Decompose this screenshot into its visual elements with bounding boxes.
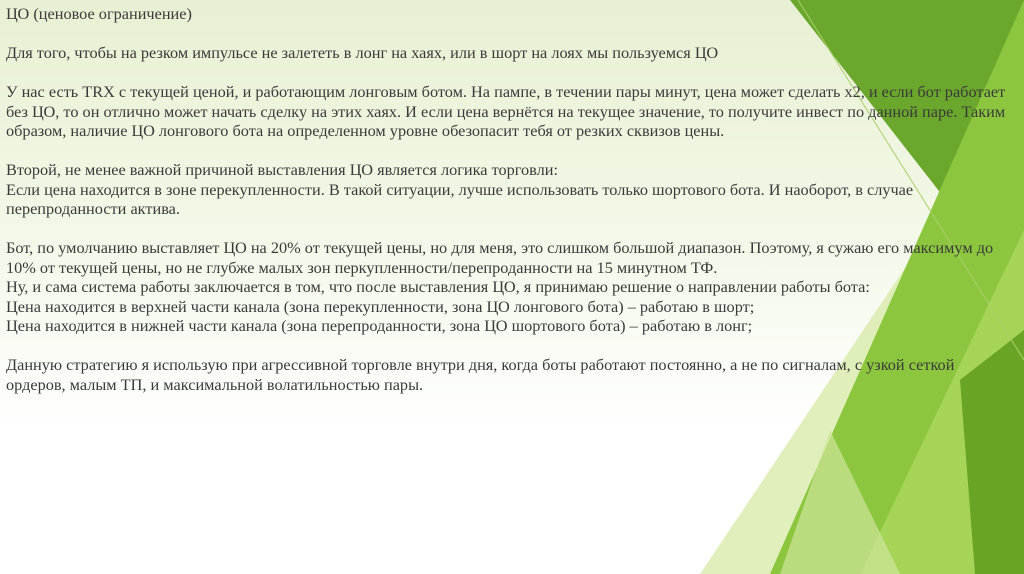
paragraph-second-reason: Второй, не менее важной причиной выставления ЦО является логика торговли: xyxy=(6,160,559,179)
slide-title: ЦО (ценовое ограничение) xyxy=(6,4,192,23)
paragraph-lower-channel: Цена находится в нижней части канала (зона перепроданности, зона ЦО шортового бота) – работаю в лонг; xyxy=(6,316,753,335)
paragraph-trx-example: У нас есть TRX с текущей ценой, и работающим лонговым ботом. На пампе, в течении пары минут, цена может сделать x2, и если бот работает без ЦО, то он отлично может начать сделку на этих хаях. И если цена вернётся на текущее значение, то получите инвест по данной паре. Таким образом, наличие ЦО лонгового бота на определенном уровне обезопасит тебя от резких сквизов цены. xyxy=(6,82,1006,140)
paragraph-system: Ну, и сама система работы заключается в том, что после выставления ЦО, я принимаю решение о направлении работы бота: xyxy=(6,277,870,296)
paragraph-strategy: Данную стратегию я использую при агрессивной торговле внутри дня, когда боты работают постоянно, а не по сигналам, с узкой сеткой ордеров, малым ТП, и максимальной волатильностью пары. xyxy=(6,355,955,394)
paragraph-overbought: Если цена находится в зоне перекупленности. В такой ситуации, лучше использовать только шортового бота. И наоборот, в случае перепроданности актива. xyxy=(6,179,914,218)
paragraph-intro: Для того, чтобы на резком импульсе не залететь в лонг на хаях, или в шорт на лоях мы пользуемся ЦО xyxy=(6,43,719,62)
paragraph-upper-channel: Цена находится в верхней части канала (зона перекупленности, зона ЦО лонгового бота) – работаю в шорт; xyxy=(6,296,755,316)
paragraph-default-range: Бот, по умолчанию выставляет ЦО на 20% от текущей цены, но для меня, это слишком большой диапазон. Поэтому, я сужаю его максимум до 10% от текущей цены, но не глубже малых зон перкупленности/перепроданности на 15 минутном ТФ. xyxy=(6,238,994,277)
slide-text-block xyxy=(6,4,1016,394)
